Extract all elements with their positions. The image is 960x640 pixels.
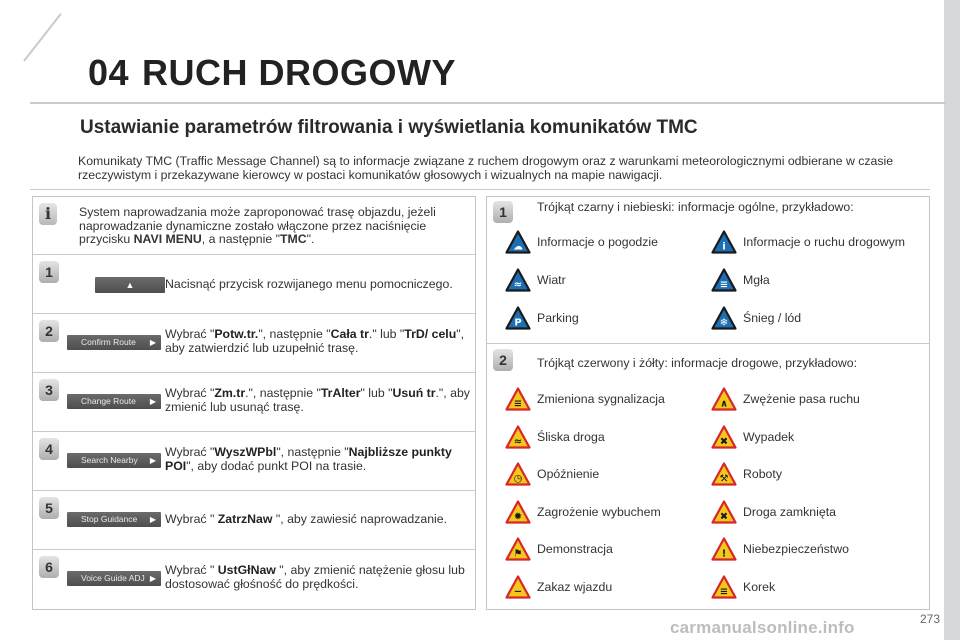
icon-label: Opóźnienie (537, 467, 600, 482)
step-row (33, 491, 475, 550)
step-text: Nacisnąć przycisk rozwijanego menu pomocniczego. (165, 277, 453, 291)
svg-text:−: − (513, 586, 523, 598)
icon-label: Zwężenie pasa ruchu (743, 392, 860, 406)
svg-text:⚑: ⚑ (513, 548, 523, 560)
step-row (33, 373, 475, 432)
chapter-title: RUCH DROGOWY (142, 52, 456, 93)
icons-panel (486, 196, 930, 610)
scroll-up-button: ▲ (95, 277, 165, 293)
icon-label: Droga zamknięta (743, 504, 836, 519)
stop-guidance-button: Stop Guidance ▶ (67, 512, 161, 527)
step-text: Wybrać " UstGłNaw ", aby zmienić natężenie głosu lub dostosować głośność do prędkości. (165, 563, 465, 591)
step-number-badge: 3 (39, 379, 59, 401)
step-number-badge: 1 (39, 261, 59, 283)
svg-text:❄: ❄ (719, 317, 729, 329)
step-text: Wybrać " ZatrzNaw ", aby zawiesić naprowadzanie. (165, 512, 448, 526)
watermark: carmanualsonline.info (670, 618, 855, 637)
chapter-number: 04 (88, 52, 130, 93)
icon-label: Informacje o pogodzie (537, 235, 658, 249)
info-icon: i (39, 203, 57, 225)
step-text: Wybrać "Zm.tr.", następnie "TrAlter" lub "Usuń tr.", aby zmienić lub usunąć trasę. (165, 386, 470, 414)
step-text: Wybrać "Potw.tr.", następnie "Cała tr." lub "TrD/ celu", aby zatwierdzić lub uzupełnić trasę. (165, 327, 465, 355)
header-decoration (23, 13, 62, 62)
svg-text:⚒: ⚒ (719, 473, 729, 485)
page-number: 273 (919, 612, 940, 626)
icon-label: Parking (537, 311, 579, 325)
page-edge-strip (944, 0, 960, 640)
info-text: System naprowadzania może zaproponować trasę objazdu, jeżeli naprowadzanie dynamiczne zostało włączone przez naciśnięcie przycisku NAVI MENU, a następnie "TMC". (79, 205, 436, 246)
svg-text:≡: ≡ (719, 279, 729, 291)
svg-text:◷: ◷ (513, 473, 523, 485)
group-number-badge: 2 (493, 349, 513, 371)
steps-panel (32, 196, 476, 610)
section-heading: Ustawianie parametrów filtrowania i wyświetlania komunikatów TMC (80, 117, 698, 138)
chapter-header (0, 0, 944, 110)
svg-text:✖: ✖ (719, 436, 729, 448)
icon-label: Śliska droga (537, 429, 605, 444)
svg-text:P: P (514, 317, 522, 329)
icon-label: Korek (743, 580, 776, 594)
icon-label: Wypadek (743, 429, 795, 444)
icon-label: Mgła (743, 273, 770, 287)
step-row (33, 432, 475, 491)
icon-label: Informacje o ruchu drogowym (743, 235, 905, 249)
group-heading: Trójkąt czerwony i żółty: informacje drogowe, przykładowo: (537, 356, 858, 370)
step-number-badge: 4 (39, 438, 59, 460)
svg-text:≡: ≡ (513, 398, 523, 410)
icon-label: Demonstracja (537, 542, 613, 557)
svg-text:!: ! (721, 548, 727, 560)
search-nearby-button: Search Nearby ▶ (67, 453, 161, 468)
icon-label: Śnieg / lód (743, 311, 802, 325)
icon-label: Zmieniona sygnalizacja (537, 392, 665, 406)
voice-guide-adj-button: Voice Guide ADJ ▶ (67, 571, 161, 586)
change-route-button: Change Route ▶ (67, 394, 161, 409)
step-row (33, 314, 475, 373)
svg-text:≡: ≡ (719, 586, 729, 598)
svg-text:≈: ≈ (513, 436, 523, 448)
icon-label: Wiatr (537, 273, 566, 287)
intro-text: Komunikaty TMC (Traffic Message Channel) są to informacje związane z ruchem drogowym oraz z warunkami meteorologicznymi odbierane w czasie rzeczywistym i przekazywane kierowcy w postaci komunikatów głosowych i wizualnych na mapie nawigacji. (78, 154, 894, 182)
group-heading: Trójkąt czarny i niebieski: informacje ogólne, przykładowo: (537, 200, 854, 214)
info-row (33, 197, 475, 255)
step-number-badge: 6 (39, 556, 59, 578)
confirm-route-button: Confirm Route ▶ (67, 335, 161, 350)
section-heading-box (30, 108, 930, 148)
svg-text:i: i (722, 241, 726, 253)
intro-box (30, 148, 930, 190)
svg-text:✹: ✹ (513, 511, 523, 523)
step-row (33, 550, 475, 610)
step-text: Wybrać "WyszWPbl", następnie "Najbliższe punkty POI", aby dodać punkt POI na trasie. (165, 445, 452, 473)
svg-text:≈: ≈ (513, 279, 523, 291)
icon-label: Zagrożenie wybuchem (537, 504, 661, 519)
step-number-badge: 5 (39, 497, 59, 519)
group-number-badge: 1 (493, 201, 513, 223)
step-number-badge: 2 (39, 320, 59, 342)
svg-text:☁: ☁ (513, 241, 523, 253)
svg-text:✖: ✖ (719, 511, 729, 523)
icon-label: Roboty (743, 467, 782, 482)
header-rule (30, 102, 946, 104)
svg-text:∧: ∧ (719, 398, 729, 410)
icon-label: Zakaz wjazdu (537, 580, 613, 594)
icon-label: Niebezpieczeństwo (743, 542, 849, 557)
group-divider (487, 343, 929, 344)
step-row (33, 255, 475, 314)
